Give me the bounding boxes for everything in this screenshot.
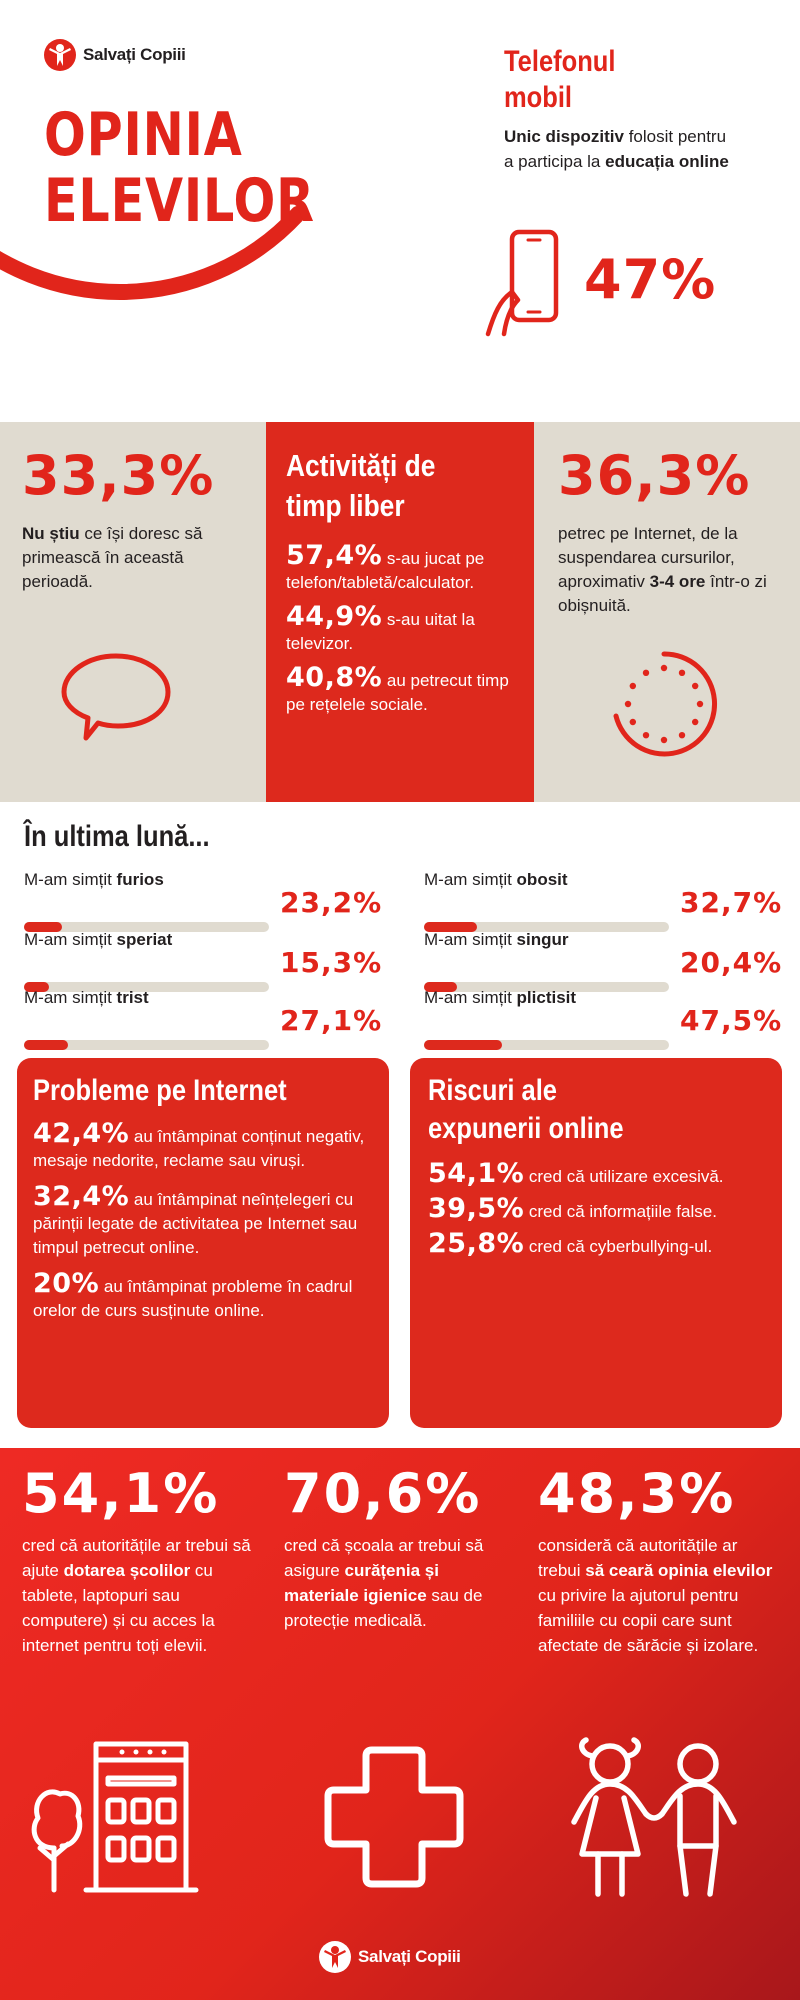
risk-item-text: cred că utilizare excesivă. xyxy=(524,1167,724,1186)
feeling-prefix: M-am simțit xyxy=(424,988,517,1007)
feeling-bar-fill xyxy=(424,1040,502,1050)
internet-time-text-1: petrec pe Internet, de la suspendarea cursurilor, aproximativ xyxy=(558,524,738,591)
recommendation-text-2: sau de protecție medicală. xyxy=(284,1586,483,1630)
recommendation-text xyxy=(538,1533,778,1658)
children-icon xyxy=(552,1734,752,1904)
child-logo-icon xyxy=(43,38,77,72)
unknown-percent: 33,3% xyxy=(22,444,215,507)
stats-band xyxy=(0,422,800,802)
feeling-bar-furios xyxy=(24,870,384,922)
medical-cross-icon xyxy=(322,1742,466,1892)
feeling-word: plictisit xyxy=(516,988,577,1007)
internet-time-text xyxy=(558,522,784,618)
phone-desc-bold-1: Unic dispozitiv xyxy=(504,127,624,146)
header-section xyxy=(0,0,800,422)
feeling-word: obosit xyxy=(516,870,568,889)
phone-desc-rest: folosit pentru a participa la xyxy=(504,127,727,171)
problem-item xyxy=(33,1181,373,1260)
unknown-wishes-panel xyxy=(0,422,266,802)
recommendation-percent: 54,1% xyxy=(22,1462,220,1525)
brand-logo[interactable] xyxy=(43,38,186,72)
feeling-percent: 47,5% xyxy=(680,1004,783,1037)
page-title xyxy=(44,102,374,234)
recommendation-column xyxy=(538,1462,778,1658)
internet-time-panel xyxy=(534,422,800,802)
internet-time-text-2: într-o zi obișnuită. xyxy=(558,572,767,615)
recommendation-text-1: consideră că autoritățile ar trebui xyxy=(538,1536,738,1580)
leisure-list xyxy=(286,540,522,717)
risks-title-line-1: Riscuri ale xyxy=(428,1074,557,1107)
leisure-panel xyxy=(266,422,534,802)
leisure-item-percent: 44,9% xyxy=(286,601,383,632)
problem-item xyxy=(33,1268,373,1323)
unknown-bold: Nu știu xyxy=(22,524,80,543)
risk-item xyxy=(428,1193,768,1224)
leisure-item-text: s-au uitat la televizor. xyxy=(286,610,475,653)
feeling-word: furios xyxy=(116,870,164,889)
feeling-percent: 15,3% xyxy=(280,946,383,979)
recommendation-bold: dotarea școlilor xyxy=(63,1561,191,1580)
feeling-bar-plictisit xyxy=(424,988,784,1040)
leisure-item-text: s-au jucat pe telefon/tabletă/calculator. xyxy=(286,549,485,592)
risk-item xyxy=(428,1228,768,1259)
phone-title xyxy=(504,44,734,116)
leisure-item xyxy=(286,601,522,656)
recommendation-column xyxy=(22,1462,252,1658)
title-line-1: OPINIA xyxy=(44,100,243,170)
recommendation-column xyxy=(284,1462,514,1633)
phone-hand-icon xyxy=(484,228,564,338)
risk-item xyxy=(428,1158,768,1189)
leisure-title xyxy=(286,446,435,526)
phone-title-line-1: Telefonul xyxy=(504,45,616,78)
recommendations-section xyxy=(0,1448,800,2000)
recommendation-text xyxy=(22,1533,252,1658)
problem-item-percent: 42,4% xyxy=(33,1118,130,1149)
feeling-bar-speriat xyxy=(24,930,384,982)
recommendation-text-1: cred că școala ar trebui să asigure xyxy=(284,1536,484,1580)
feeling-word: trist xyxy=(116,988,149,1007)
unknown-text xyxy=(22,522,248,594)
feeling-bar-track xyxy=(424,1040,669,1050)
problem-item-percent: 20% xyxy=(33,1268,100,1299)
recommendation-bold: să ceară opinia elevilor xyxy=(585,1561,773,1580)
phone-desc-bold-2: educația online xyxy=(605,152,729,171)
clock-icon xyxy=(608,648,720,760)
feeling-percent: 27,1% xyxy=(280,1004,383,1037)
leisure-item xyxy=(286,540,522,595)
risk-item-text: cred că informațiile false. xyxy=(524,1202,717,1221)
feeling-percent: 32,7% xyxy=(680,886,783,919)
recommendation-percent: 48,3% xyxy=(538,1462,736,1525)
internet-time-bold: 3-4 ore xyxy=(649,572,706,591)
problems-list xyxy=(33,1118,373,1323)
problem-item-text: au întâmpinat probleme în cadrul orelor de curs susținute online. xyxy=(33,1277,353,1320)
feeling-bar-singur xyxy=(424,930,784,982)
risk-item-text: cred că cyberbullying-ul. xyxy=(524,1237,713,1256)
problem-item xyxy=(33,1118,373,1173)
unknown-rest: ce își doresc să primească în această perioadă. xyxy=(22,524,203,591)
feeling-bar-track xyxy=(24,1040,269,1050)
risks-title xyxy=(428,1072,624,1148)
online-risks-card xyxy=(410,1058,782,1428)
footer-brand-name: Salvați Copiii xyxy=(358,1947,461,1966)
feeling-percent: 20,4% xyxy=(680,946,783,979)
phone-description xyxy=(504,124,734,174)
feelings-title: În ultima lună... xyxy=(24,820,210,853)
feeling-word: singur xyxy=(516,930,569,949)
leisure-item-percent: 40,8% xyxy=(286,662,383,693)
phone-stat-block xyxy=(504,44,774,174)
risk-item-percent: 54,1% xyxy=(428,1158,525,1189)
problem-item-percent: 32,4% xyxy=(33,1181,130,1212)
problems-title: Probleme pe Internet xyxy=(33,1074,287,1107)
risk-item-percent: 25,8% xyxy=(428,1228,525,1259)
leisure-item-text: au petrecut timp pe rețelele sociale. xyxy=(286,671,509,714)
school-tree-icon xyxy=(26,1740,206,1900)
recommendation-text-2: cu tablete, laptopuri sau computere) și cu acces la internet pentru toți elevii. xyxy=(22,1561,215,1655)
leisure-title-line-2: timp liber xyxy=(286,488,405,523)
feeling-bar-obosit xyxy=(424,870,784,922)
feeling-prefix: M-am simțit xyxy=(24,930,117,949)
recommendation-bold: curățenia și materiale igienice xyxy=(284,1561,439,1605)
footer-logo[interactable] xyxy=(318,1940,461,1974)
feeling-prefix: M-am simțit xyxy=(424,930,517,949)
recommendation-text xyxy=(284,1533,514,1633)
leisure-item-percent: 57,4% xyxy=(286,540,383,571)
feeling-bar-fill xyxy=(24,1040,68,1050)
feeling-bar-trist xyxy=(24,988,384,1040)
risk-item-percent: 39,5% xyxy=(428,1193,525,1224)
child-logo-icon xyxy=(318,1940,352,1974)
phone-percent: 47% xyxy=(584,248,717,311)
recommendation-percent: 70,6% xyxy=(284,1462,482,1525)
leisure-item xyxy=(286,662,522,717)
recommendation-text-1: cred că autoritățile ar trebui să ajute xyxy=(22,1536,251,1580)
feeling-percent: 23,2% xyxy=(280,886,383,919)
problem-item-text: au întâmpinat neînțelegeri cu părinții legate de activitatea pe Internet sau timpul petrecut online. xyxy=(33,1190,358,1257)
speech-bubble-icon xyxy=(58,650,174,746)
feeling-prefix: M-am simțit xyxy=(24,870,117,889)
feeling-prefix: M-am simțit xyxy=(24,988,117,1007)
title-line-2: ELEVILOR xyxy=(44,166,315,236)
feeling-word: speriat xyxy=(116,930,173,949)
internet-problems-card xyxy=(17,1058,389,1428)
risks-list xyxy=(428,1158,768,1259)
risks-title-line-2: expunerii online xyxy=(428,1112,624,1145)
brand-name: Salvați Copiii xyxy=(83,45,186,64)
leisure-title-line-1: Activități de xyxy=(286,448,436,483)
phone-title-line-2: mobil xyxy=(504,81,572,114)
feeling-prefix: M-am simțit xyxy=(424,870,517,889)
recommendation-text-2: cu privire la ajutorul pentru familiile cu copii care sunt afectate de sărăcie și izolare. xyxy=(538,1586,759,1655)
internet-time-percent: 36,3% xyxy=(558,444,751,507)
problem-item-text: au întâmpinat conținut negativ, mesaje nedorite, reclame sau viruși. xyxy=(33,1127,365,1170)
